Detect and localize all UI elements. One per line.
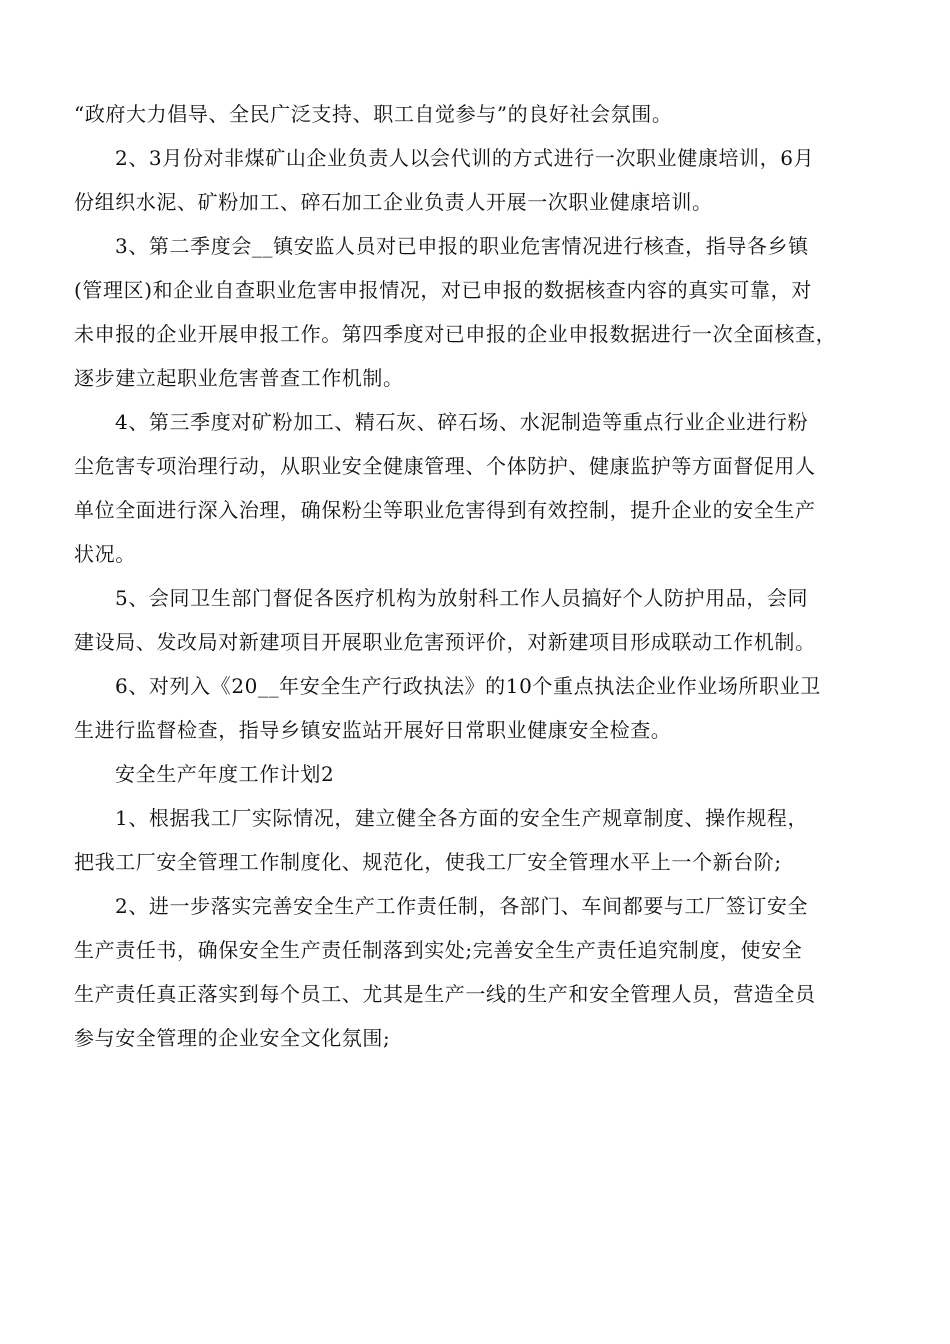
text-line: 生产责任真正落实到每个员工、尤其是生产一线的生产和安全管理人员，营造全员 <box>74 982 816 1006</box>
text-line: 5、会同卫生部门督促各医疗机构为放射科工作人员搞好个人防护用品，会同 <box>115 586 809 610</box>
text-line: 3、第二季度会__镇安监人员对已申报的职业危害情况进行核查，指导各乡镇 <box>115 234 809 258</box>
text-line: “政府大力倡导、全民广泛支持、职工自觉参与”的良好社会氛围。 <box>74 102 673 126</box>
text-line: 安全生产年度工作计划2 <box>115 762 335 786</box>
text-line: 4、第三季度对矿粉加工、精石灰、碎石场、水泥制造等重点行业企业进行粉 <box>115 410 809 434</box>
text-line: 未申报的企业开展申报工作。第四季度对已申报的企业申报数据进行一次全面核查， <box>74 322 837 346</box>
paragraph-intro-continuation <box>74 92 886 136</box>
text-line: 生产责任书，确保安全生产责任制落到实处;完善安全生产责任追究制度，使安全 <box>74 938 803 962</box>
document-body <box>74 92 886 1060</box>
section-heading <box>74 752 886 796</box>
text-line: 6、对列入《20__年安全生产行政执法》的10个重点执法企业作业场所职业卫 <box>115 674 821 698</box>
text-line: 把我工厂安全管理工作制度化、规范化，使我工厂安全管理水平上一个新台阶; <box>74 850 782 874</box>
text-line: 2、进一步落实完善安全生产工作责任制，各部门、车间都要与工厂签订安全 <box>115 894 809 918</box>
paragraph-plan2-item-2 <box>74 884 886 1060</box>
text-line: 逐步建立起职业危害普查工作机制。 <box>74 366 404 390</box>
text-line: 建设局、发改局对新建项目开展职业危害预评价，对新建项目形成联动工作机制。 <box>74 630 816 654</box>
paragraph-item-6 <box>74 664 886 752</box>
paragraph-item-5 <box>74 576 886 664</box>
text-line: 状况。 <box>74 542 136 566</box>
paragraph-plan2-item-1 <box>74 796 886 884</box>
text-line: 份组织水泥、矿粉加工、碎石加工企业负责人开展一次职业健康培训。 <box>74 190 713 214</box>
text-line: 单位全面进行深入治理，确保粉尘等职业危害得到有效控制，提升企业的安全生产 <box>74 498 816 522</box>
text-line: 参与安全管理的企业安全文化氛围; <box>74 1026 391 1050</box>
text-line: 2、3月份对非煤矿山企业负责人以会代训的方式进行一次职业健康培训，6月 <box>115 146 815 170</box>
paragraph-item-3 <box>74 224 886 400</box>
text-line: 尘危害专项治理行动，从职业安全健康管理、个体防护、健康监护等方面督促用人 <box>74 454 816 478</box>
paragraph-item-2 <box>74 136 886 224</box>
text-line: 1、根据我工厂实际情况，建立健全各方面的安全生产规章制度、操作规程， <box>115 806 809 830</box>
text-line: 生进行监督检查，指导乡镇安监站开展好日常职业健康安全检查。 <box>74 718 672 742</box>
text-line: (管理区)和企业自查职业危害申报情况，对已申报的数据核查内容的真实可靠，对 <box>74 278 812 302</box>
paragraph-item-4 <box>74 400 886 576</box>
